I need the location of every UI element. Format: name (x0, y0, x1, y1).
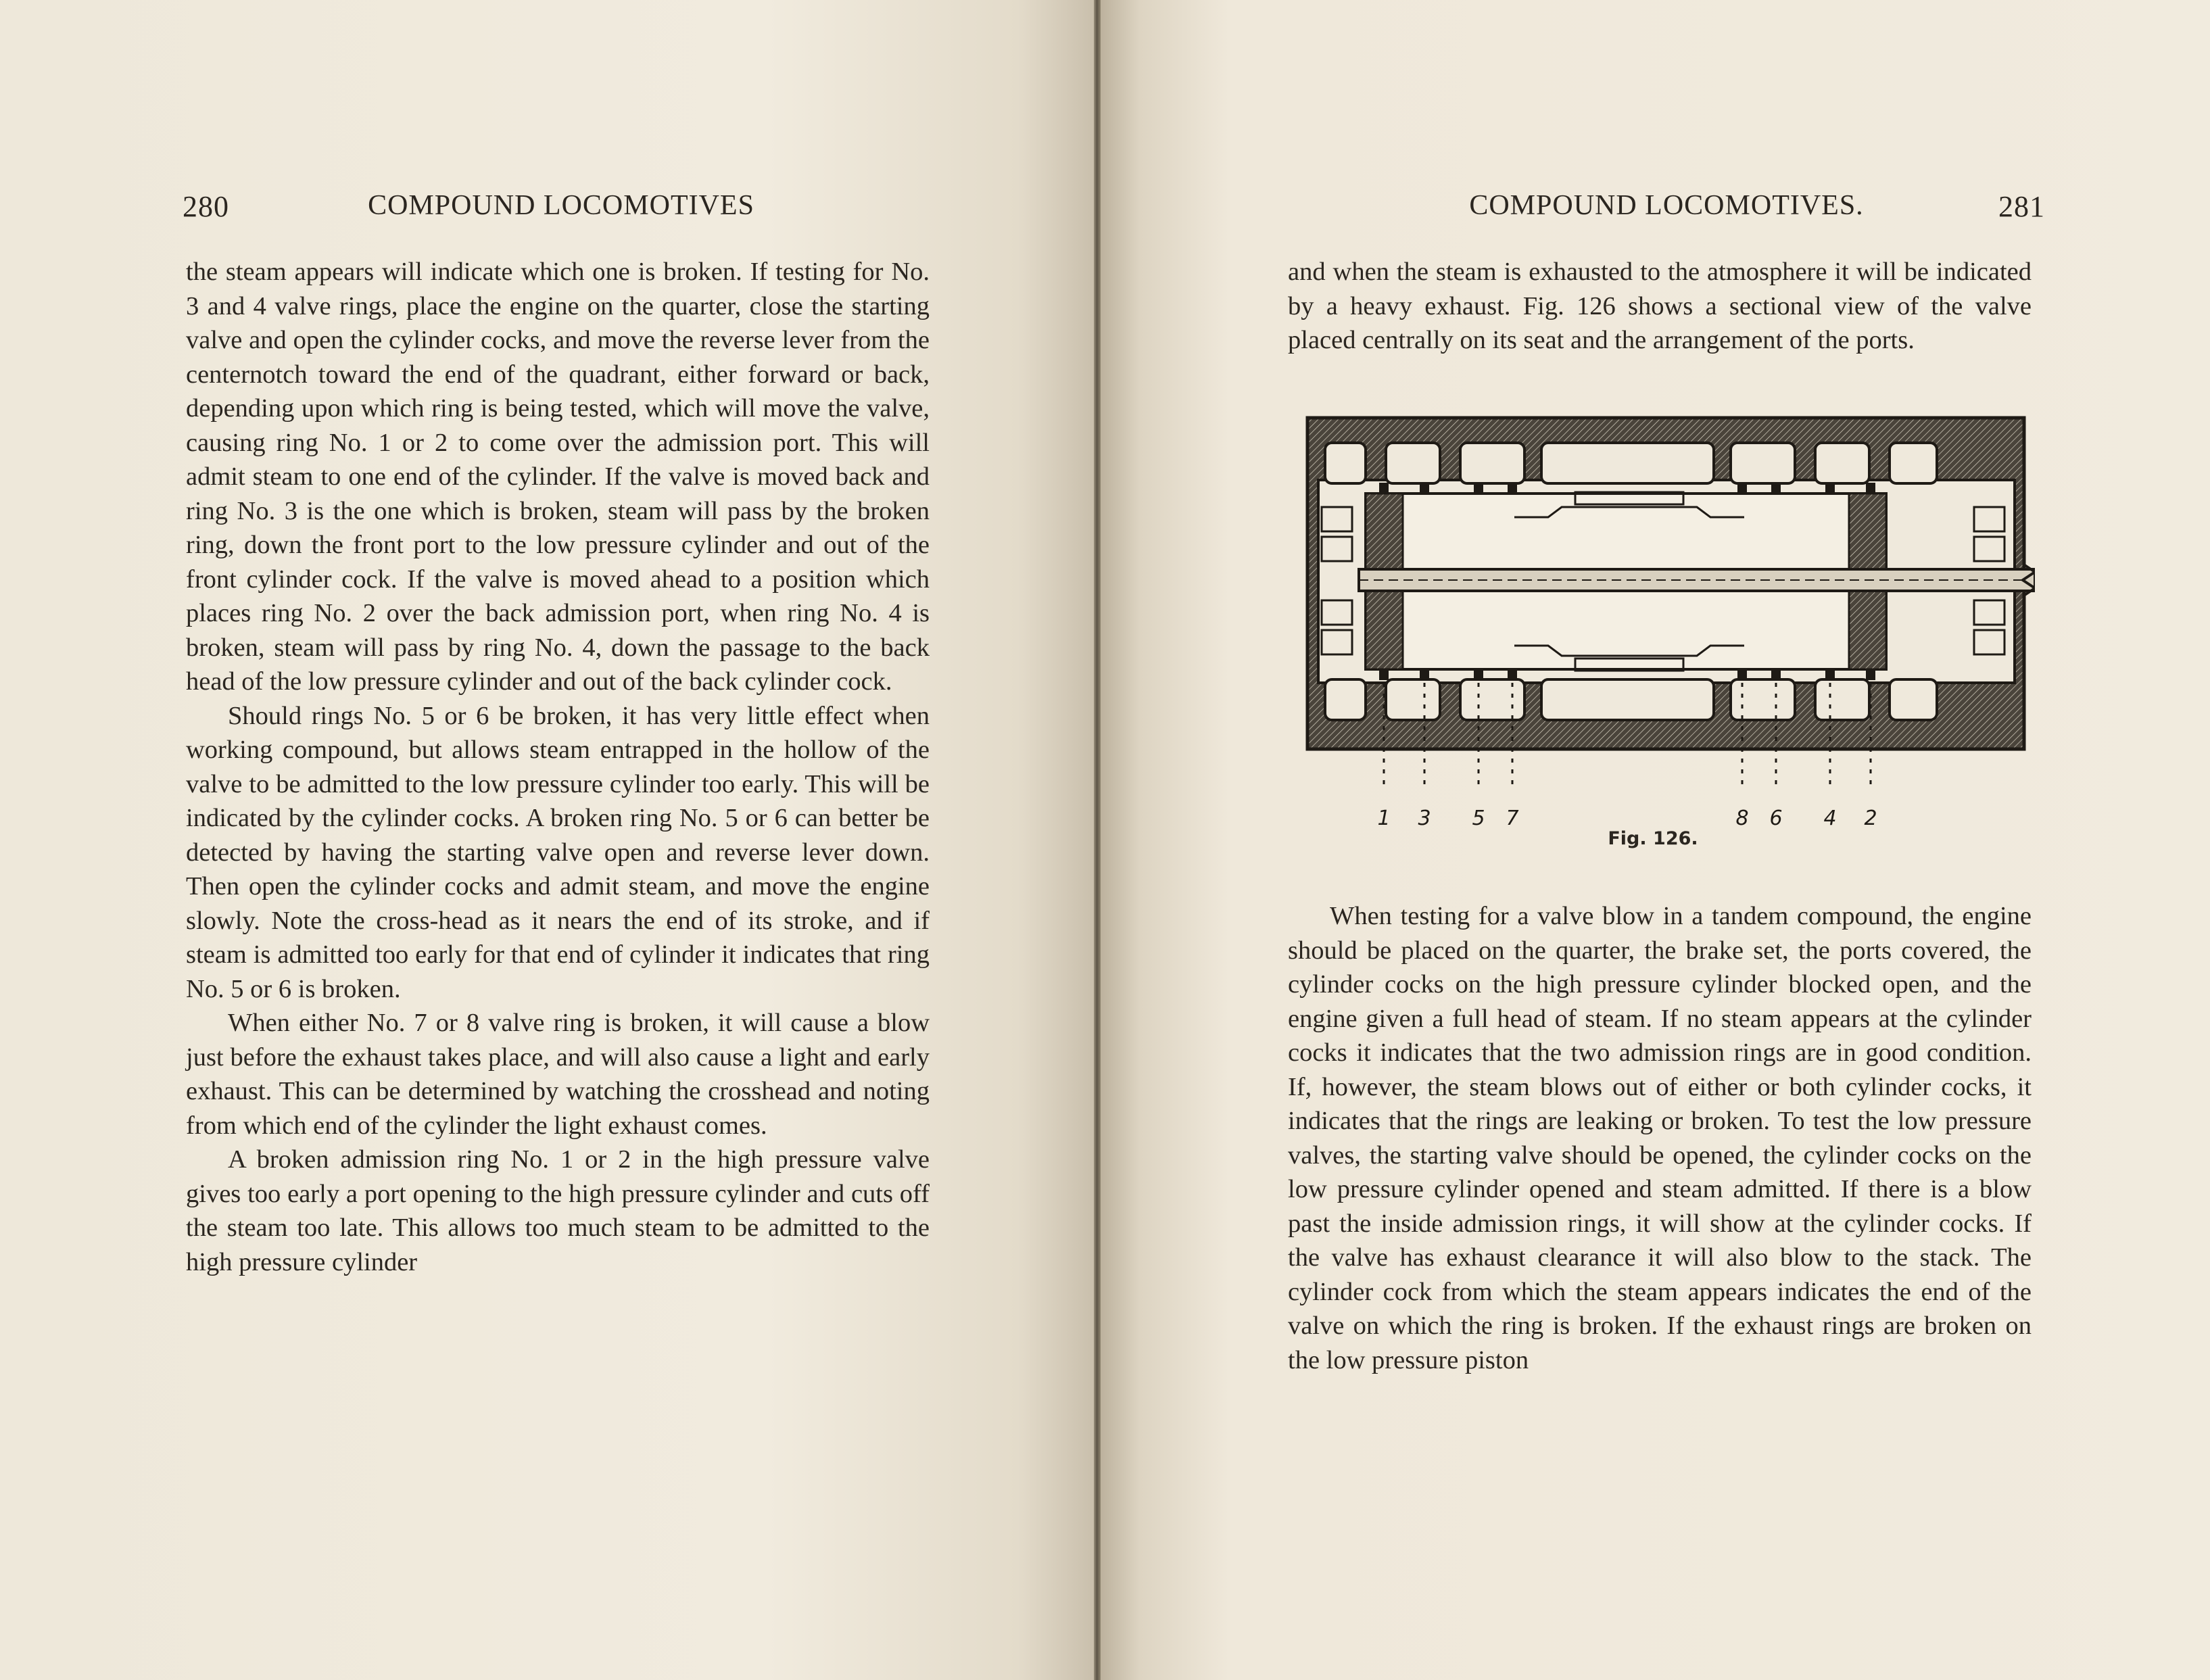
valve-section-figure (1305, 412, 2035, 838)
right-body-text-bottom (1288, 899, 2032, 1377)
left-running-title: COMPOUND LOCOMOTIVES (368, 190, 754, 221)
paragraph: When testing for a valve blow in a tandem compound, the engine should be placed on the quarter, the brake set, the ports covered, the cylinder cocks on the high pressure cylinder blocked open, and the engine given a full head of steam. If no steam appears at the cylinder cocks it indicates that the two admission rings are in good condition. If, however, the steam blows out of either or both cylinder cocks, it indicates that the rings are leaking or broken. To test the low pressure valves, the starting valve should be opened, the cylinder cocks on the low pressure cylinder opened and steam admitted. If there is a blow past the inside admission rings, it will show at the cylinder cocks. If the valve has exhaust clearance it will also blow to the stack. The cylinder cock from which the steam appears indicates the end of the valve on which the ring is broken. If the exhaust rings are broken on the low pressure piston (1288, 902, 2032, 1374)
ring-label: 8 (1735, 807, 1749, 830)
valve-section-drawing (1305, 412, 2035, 838)
upper-ports (1325, 443, 1937, 483)
ring-label-group (1377, 807, 1877, 830)
paragraph: A broken admission ring No. 1 or 2 in the high pressure valve gives too early a port opening to the high pressure cylinder and cuts off the steam too late. This allows too much steam to be admitted to the high pressure cylinder (186, 1145, 930, 1276)
right-running-title: COMPOUND LOCOMOTIVES. (1469, 190, 1864, 221)
ring-label: 6 (1769, 807, 1783, 830)
ring-label: 5 (1472, 807, 1485, 830)
ring-label: 3 (1418, 807, 1431, 830)
ring-label: 7 (1506, 807, 1519, 830)
ring-label: 4 (1823, 807, 1837, 830)
right-running-head (1288, 189, 2045, 230)
ring-label: 2 (1864, 807, 1877, 830)
figure-caption: Fig. 126. (1608, 828, 1698, 849)
ring-label: 1 (1377, 807, 1391, 830)
paragraph: When either No. 7 or 8 valve ring is broken, it will cause a blow just before the exhaust takes place, and will also cause a light and early exhaust. This can be determined by watching the crosshead and noting from which end of the cylinder the light exhaust comes. (186, 1009, 930, 1140)
paragraph: the steam appears will indicate which one is broken. If testing for No. 3 and 4 valve rings, place the engine on the quarter, close the starting valve and open the cylinder cocks, and move the reverse lever from the centernotch toward the end of the quadrant, either forward or back, depending upon which ring is being tested, which will move the valve, causing ring No. 1 or 2 to come over the admission port. This will admit steam to one end of the cylinder. If the valve is moved back and ring No. 3 is the one which is broken, steam will pass by the broken ring, down the front port to the low pressure cylinder and out of the front cylinder cock. If the valve is moved ahead to a position which places ring No. 2 over the back admission port, when ring No. 4 is broken, steam will pass by ring No. 4, down the passage to the back head of the low pressure cylinder and out of the back cylinder cock. (186, 258, 930, 696)
paragraph: and when the steam is exhausted to the atmosphere it will be indicated by a heavy exhaust. Fig. 126 shows a sectional view of the valve placed centrally on its seat and the arrangement of the ports. (1288, 258, 2032, 354)
right-page-number: 281 (1998, 190, 2045, 223)
lower-ports (1325, 679, 1937, 720)
right-body-text-top (1288, 255, 2032, 358)
left-page-number: 280 (183, 190, 229, 223)
left-body-text (186, 255, 930, 1279)
book-gutter (1094, 0, 1101, 1680)
valve-stem (1359, 565, 2035, 595)
left-running-head (183, 189, 940, 230)
paragraph: Should rings No. 5 or 6 be broken, it has very little effect when working compound, but allows steam entrapped in the hollow of the valve to be admitted to the low pressure cylinder too early. This will be indicated by the cylinder cocks. A broken ring No. 5 or 6 can better be detected by having the starting valve open and reverse lever down. Then open the cylinder cocks and admit steam, and move the engine slowly. Note the cross-head as it nears the end of its stroke, and if steam is admitted too early for that end of cylinder it indicates that ring No. 5 or 6 is broken. (186, 701, 930, 1003)
